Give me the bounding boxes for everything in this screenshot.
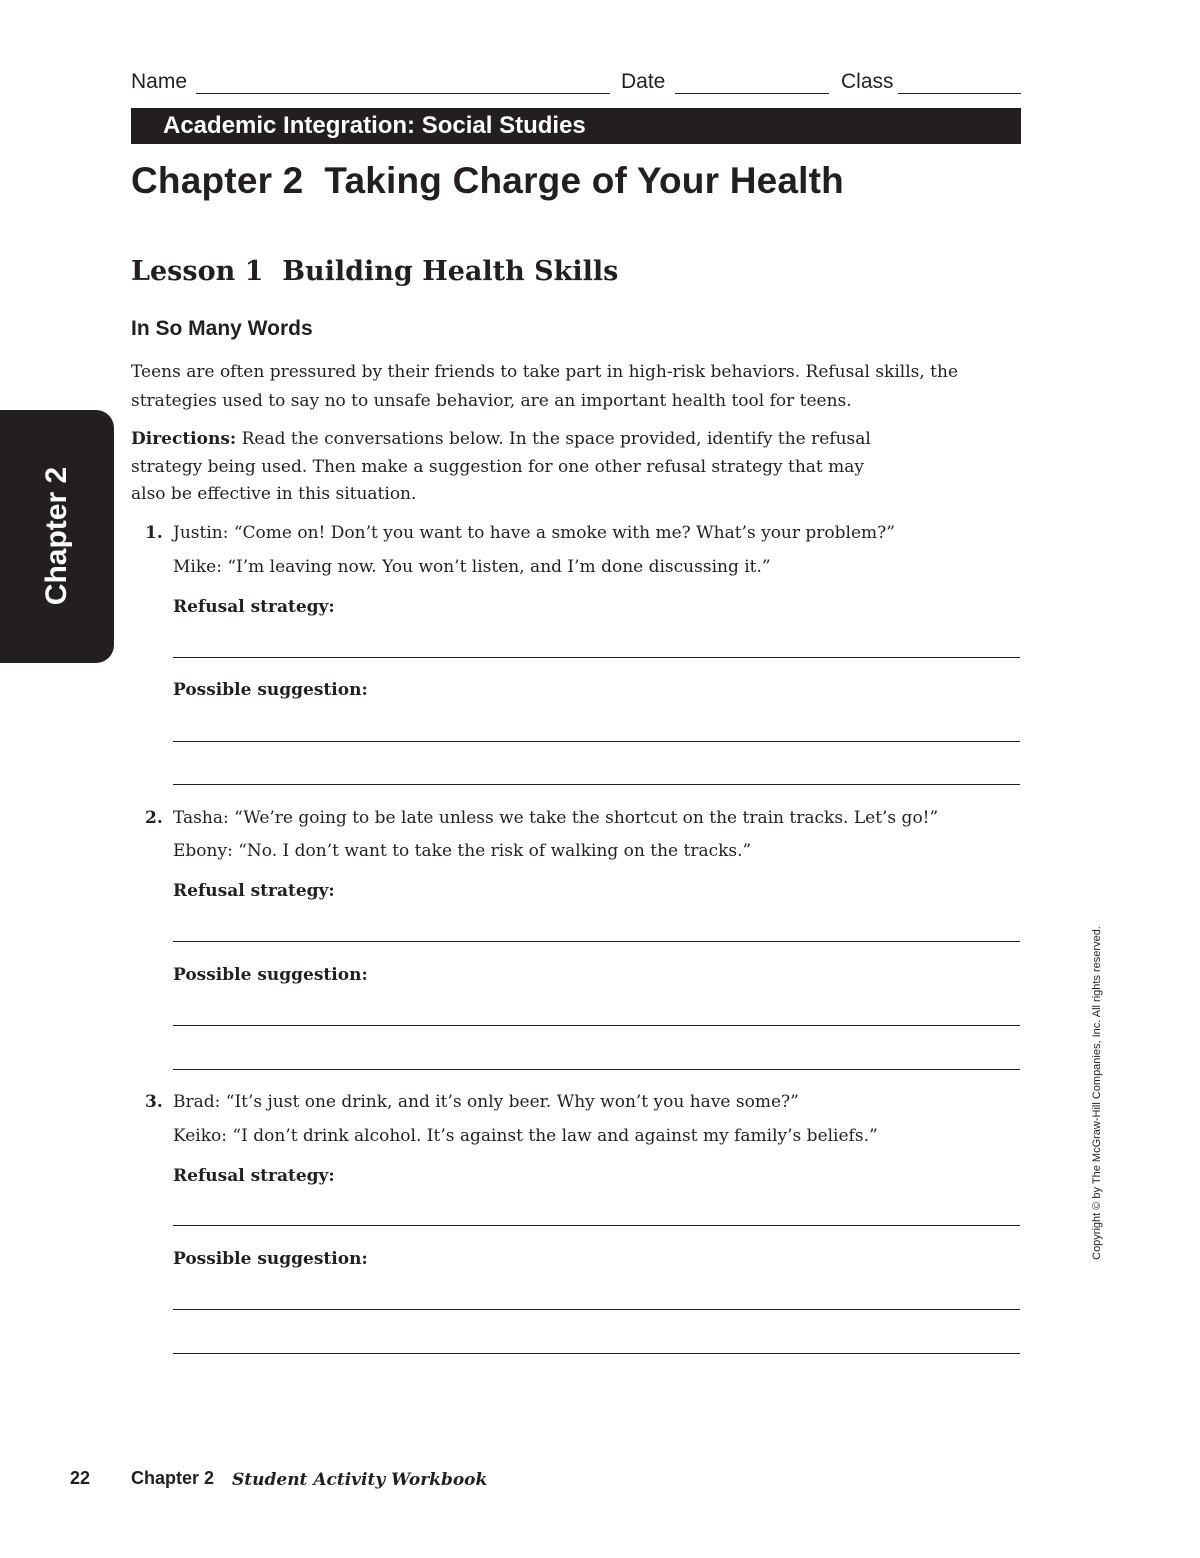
refusal-answer-line[interactable] [173,941,1020,942]
directions-label: Directions: [131,429,237,449]
directions-paragraph [131,426,891,509]
lesson-title: Lesson 1 Building Health Skills [131,256,619,287]
possible-suggestion-label: Possible suggestion: [173,1249,368,1269]
date-label: Date [621,70,666,93]
date-field[interactable] [675,93,829,94]
name-field[interactable] [196,93,610,94]
question-line: Tasha: “We’re going to be late unless we take the shortcut on the train tracks. Let’s go!” [173,808,939,828]
section-banner: Academic Integration: Social Studies [131,108,1021,144]
class-field[interactable] [898,93,1021,94]
question-number: 1. [145,523,163,543]
suggestion-answer-line[interactable] [173,784,1020,785]
question-line: Mike: “I’m leaving now. You won’t listen, and I’m done discussing it.” [173,557,771,577]
page-number: 22 [70,1468,91,1488]
chapter-side-tab [0,410,114,663]
question-number: 2. [145,808,163,828]
refusal-strategy-label: Refusal strategy: [173,1166,335,1186]
directions-text: Read the conversations below. In the space provided, identify the refusal strategy being used. Then make a suggestion for one other refusal strategy that may also be effective in this situation. [131,429,871,504]
question-line: Ebony: “No. I don’t want to take the risk of walking on the tracks.” [173,841,752,861]
copyright-notice: Copyright © by The McGraw-Hill Companies, Inc. All rights reserved. [1091,926,1103,1260]
intro-paragraph: Teens are often pressured by their friends to take part in high-risk behaviors. Refusal skills, the strategies used to say no to unsafe behavior, are an important health tool for teens. [131,362,959,411]
refusal-strategy-label: Refusal strategy: [173,881,335,901]
refusal-answer-line[interactable] [173,1225,1020,1226]
suggestion-answer-line[interactable] [173,1069,1020,1070]
footer-book-title: Student Activity Workbook [232,1470,488,1490]
suggestion-answer-line[interactable] [173,1309,1020,1310]
possible-suggestion-label: Possible suggestion: [173,680,368,700]
refusal-strategy-label: Refusal strategy: [173,597,335,617]
suggestion-answer-line[interactable] [173,1353,1020,1354]
suggestion-answer-line[interactable] [173,741,1020,742]
name-label: Name [131,70,188,93]
question-line: Keiko: “I don’t drink alcohol. It’s against the law and against my family’s beliefs.” [173,1126,878,1146]
footer-chapter: Chapter 2 [131,1468,215,1488]
question-line: Brad: “It’s just one drink, and it’s only beer. Why won’t you have some?” [173,1092,799,1112]
possible-suggestion-label: Possible suggestion: [173,965,368,985]
class-label: Class [841,70,894,93]
question-line: Justin: “Come on! Don’t you want to have a smoke with me? What’s your problem?” [173,523,895,543]
side-tab-label: Chapter 2 [40,466,73,606]
activity-subhead: In So Many Words [131,317,313,340]
suggestion-answer-line[interactable] [173,1025,1020,1026]
chapter-title: Chapter 2 Taking Charge of Your Health [131,160,844,201]
refusal-answer-line[interactable] [173,657,1020,658]
question-number: 3. [145,1092,163,1112]
